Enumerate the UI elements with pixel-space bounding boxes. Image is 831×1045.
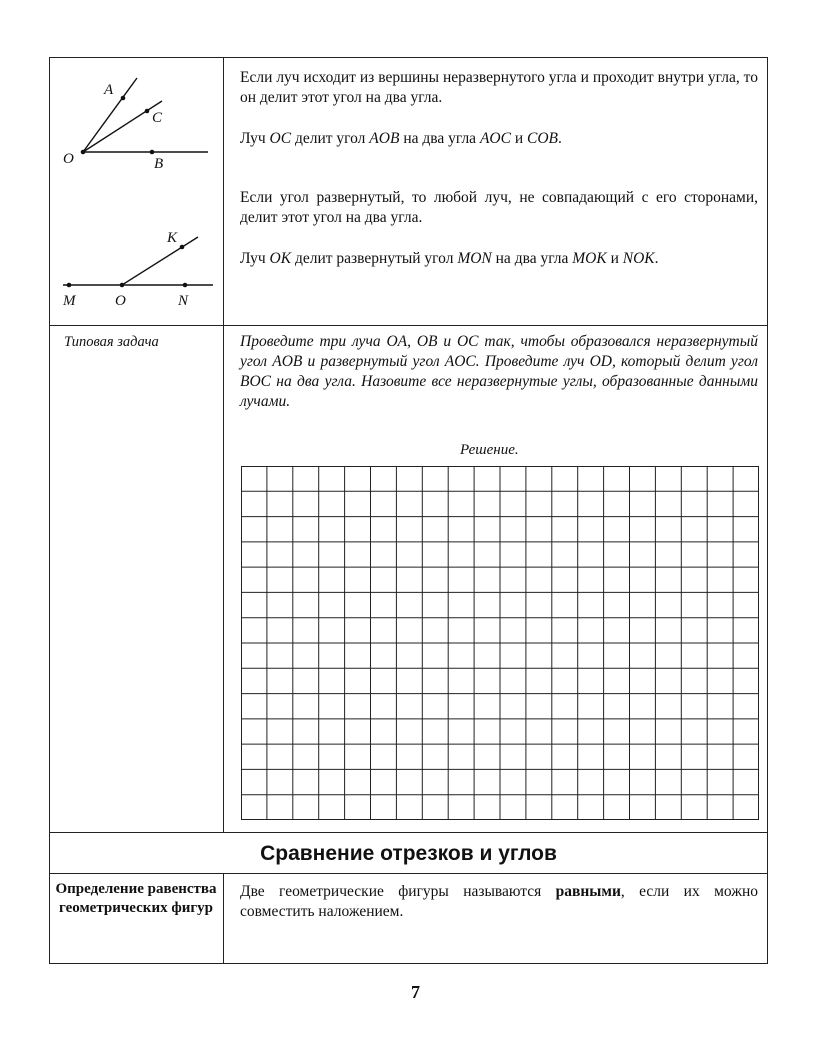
column-divider-bottom xyxy=(223,873,224,964)
def-suffix: , если их можно совместить наложением. xyxy=(240,883,758,920)
solution-grid[interactable] xyxy=(241,466,759,820)
paragraph-straight-angle: Если угол развернутый, то любой луч, не совпадающий с его сторонами, делит этот угол на два угла. xyxy=(240,189,758,226)
p2-end: . xyxy=(557,130,562,147)
p4-and: и xyxy=(606,250,623,267)
p2-a1: AOC xyxy=(479,130,511,147)
p2-and: и xyxy=(510,130,527,147)
p2-mid2: на два угла xyxy=(399,130,480,147)
label-m: M xyxy=(63,293,76,309)
label-b: B xyxy=(154,156,164,172)
paragraph-ok-divides xyxy=(240,249,758,269)
angle-figure-aob xyxy=(55,70,220,180)
definition-text xyxy=(240,882,758,922)
p2-angle: AOB xyxy=(369,130,400,147)
p2-prefix: Луч xyxy=(240,130,270,147)
row-divider-3 xyxy=(49,873,768,874)
p2-ray: OC xyxy=(269,130,292,147)
label-o2: O xyxy=(115,293,126,309)
section-title: Сравнение отрезков и углов xyxy=(260,842,557,865)
label-k: K xyxy=(167,230,178,246)
p4-angle: MON xyxy=(457,250,492,267)
def-bold-term: равными xyxy=(555,883,621,900)
task-text: Проведите три луча OA, OB и OC так, чтобы образовался неразвернутый угол AOB и развернутый угол AOC. Проведите луч OD, который делит угол BOC на два угла. Назовите все неразвернутые углы, образованные данными лучами. xyxy=(240,333,758,410)
row-divider-2 xyxy=(49,832,768,833)
p2-mid: делит угол xyxy=(291,130,370,147)
paragraph-oc-divides xyxy=(240,129,758,149)
solution-label: Решение. xyxy=(460,442,519,458)
label-n: N xyxy=(178,293,189,309)
p4-a1: MOK xyxy=(572,250,607,267)
p4-end: . xyxy=(654,250,659,267)
row-divider-1 xyxy=(49,325,768,326)
straight-angle-figure-mon xyxy=(55,225,220,315)
p4-prefix: Луч xyxy=(240,250,270,267)
p4-mid: делит развернутый угол xyxy=(291,250,458,267)
p2-a2: COB xyxy=(526,130,558,147)
def-prefix: Две геометрические фигуры называются xyxy=(240,883,556,900)
label-c: C xyxy=(152,110,163,126)
p4-mid2: на два угла xyxy=(491,250,573,267)
p4-ray: OK xyxy=(269,250,292,267)
label-a: A xyxy=(104,82,114,98)
definition-label: Определение равенства геометрических фигур xyxy=(55,881,217,916)
typical-task-label: Типовая задача xyxy=(64,334,159,350)
p4-a2: NOK xyxy=(622,250,655,267)
column-divider-top xyxy=(223,57,224,832)
page-number: 7 xyxy=(411,982,420,1002)
paragraph-ray-inside-angle: Если луч исходит из вершины неразвернутого угла и проходит внутри угла, то он делит этот угол на два угла. xyxy=(240,69,758,106)
label-o: O xyxy=(63,151,74,167)
